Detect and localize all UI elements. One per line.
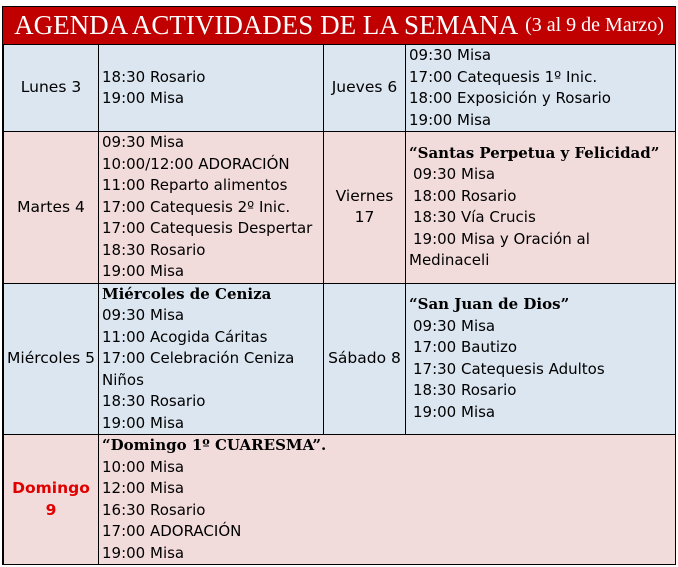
- event-item: 16:30 Rosario: [102, 500, 206, 519]
- event-item: 18:30 Rosario: [102, 392, 206, 410]
- events-jueves: [406, 45, 676, 132]
- day-label-jueves: Jueves 6: [324, 45, 406, 132]
- event-item: 18:00 Exposición y Rosario: [409, 89, 611, 107]
- feast-heading-domingo: “Domingo 1º CUARESMA”.: [102, 436, 327, 454]
- event-item: 09:30 Misa: [102, 306, 185, 324]
- events-martes: [99, 132, 324, 284]
- agenda-row-4: [4, 435, 676, 565]
- event-item: 09:30 Misa: [409, 46, 492, 64]
- day-label-viernes: [324, 132, 406, 284]
- events-lunes: [99, 45, 324, 132]
- event-item: 18:30 Rosario: [102, 240, 206, 259]
- feast-heading-miercoles: Miércoles de Ceniza: [102, 284, 272, 303]
- day-label-domingo: Domingo 9: [4, 435, 99, 565]
- event-item: 18:30 Vía Crucis: [413, 208, 536, 227]
- day-label-viernes-name: Viernes: [335, 186, 394, 205]
- events-domingo: [99, 435, 676, 565]
- day-label-sabado: Sábado 8: [324, 283, 406, 435]
- agenda-row-2: [4, 132, 676, 284]
- day-label-miercoles: Miércoles 5: [4, 283, 99, 435]
- event-item: 17:00 Bautizo: [413, 338, 518, 357]
- event-item: 19:00 Misa: [102, 413, 185, 432]
- event-item: 12:00 Misa: [102, 479, 185, 497]
- feast-heading-viernes: “Santas Perpetua y Felicidad”: [409, 143, 660, 162]
- agenda-row-3: [4, 283, 676, 435]
- agenda-title: AGENDA ACTIVIDADES DE LA SEMANA: [14, 10, 519, 40]
- event-item: 17:30 Catequesis Adultos: [413, 359, 605, 378]
- agenda-title-bar: [3, 7, 675, 44]
- event-item: 18:00 Rosario: [413, 186, 517, 205]
- agenda-date-range: (3 al 9 de Marzo): [525, 14, 664, 36]
- event-item: 11:00 Acogida Cáritas: [102, 327, 268, 346]
- event-item: 09:30 Misa: [102, 133, 185, 151]
- event-item: 17:00 Catequesis 2º Inic.: [102, 197, 291, 216]
- event-item: 19:00 Misa: [102, 89, 185, 107]
- feast-heading-sabado: “San Juan de Dios”: [409, 295, 570, 314]
- event-item: 18:30 Rosario: [413, 381, 517, 400]
- event-item: 19:00 Misa: [102, 543, 185, 562]
- event-item: 17:00 ADORACIÓN: [102, 522, 242, 540]
- day-label-lunes: Lunes 3: [4, 45, 99, 132]
- weekly-agenda: [2, 6, 676, 565]
- event-item: 09:30 Misa: [413, 165, 496, 184]
- event-item: 19:00 Misa: [409, 110, 492, 129]
- events-miercoles: [99, 283, 324, 435]
- agenda-row-1: [4, 45, 676, 132]
- event-item: 10:00/12:00 ADORACIÓN: [102, 154, 290, 173]
- event-item: 17:00 Celebración Ceniza Niños: [102, 349, 295, 389]
- events-viernes: [406, 132, 676, 284]
- event-item: 17:00 Catequesis Despertar: [102, 219, 313, 237]
- event-item: 18:30 Rosario: [102, 67, 206, 86]
- event-item: 19:00 Misa: [102, 262, 185, 280]
- event-item: 19:00 Misa y Oración al Medinaceli: [409, 229, 590, 270]
- day-label-martes: Martes 4: [4, 132, 99, 284]
- event-item: 17:00 Catequesis 1º Inic.: [409, 67, 598, 86]
- agenda-table: [3, 44, 676, 565]
- events-sabado: [406, 283, 676, 435]
- day-label-viernes-number: 17: [354, 208, 375, 227]
- event-item: 11:00 Reparto alimentos: [102, 176, 288, 194]
- event-item: 10:00 Misa: [102, 457, 185, 476]
- event-item: 09:30 Misa: [413, 316, 496, 335]
- event-item: 19:00 Misa: [413, 402, 496, 421]
